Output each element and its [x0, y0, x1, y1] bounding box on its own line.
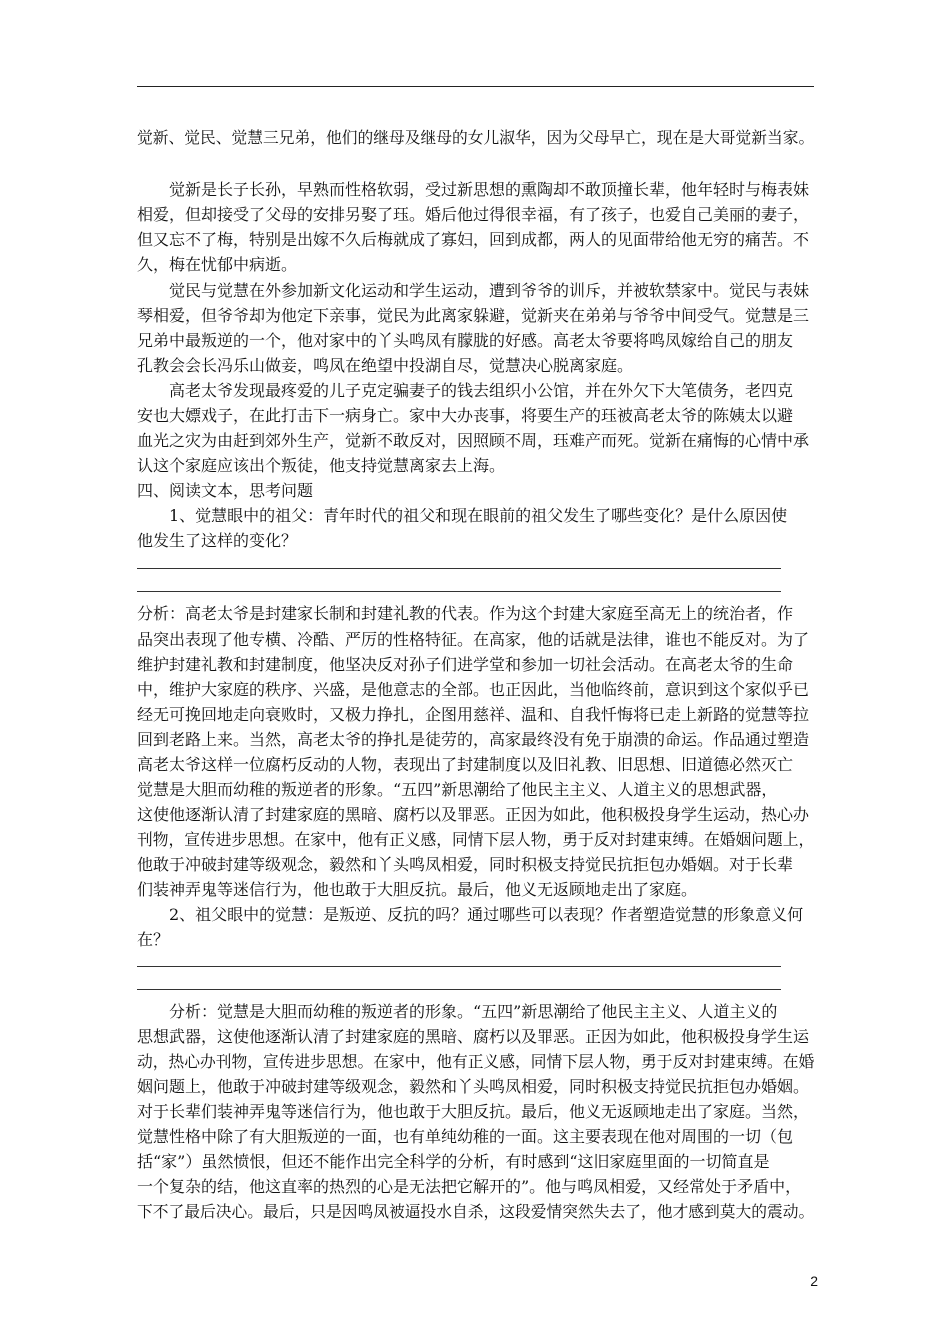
page-number: 2: [810, 1273, 818, 1289]
text-line: 认这个家庭应该出个叛徒，他支持觉慧离家去上海。: [137, 456, 506, 475]
text-line: 血光之灾为由赶到郊外生产，觉新不敢反对，因照顾不周，珏难产而死。觉新在痛悔的心情中承: [137, 431, 810, 450]
answer-line: [137, 568, 781, 569]
text-line: 这使他逐渐认清了封建家庭的黑暗、腐朽以及罪恶。正因为如此，他积极投身学生运动，热心办: [137, 805, 810, 824]
text-line: 觉新是长子长孙，早熟而性格软弱，受过新思想的熏陶却不敢顶撞长辈，他年轻时与梅表妹: [137, 180, 810, 199]
text-line: 们装神弄鬼等迷信行为，他也敢于大胆反抗。最后，他义无返顾地走出了家庭。: [137, 880, 698, 899]
text-line: 觉新、觉民、觉慧三兄弟，他们的继母及继母的女儿淑华，因为父母早亡，现在是大哥觉新当家。: [137, 128, 815, 147]
text-line: 一个复杂的结，他这直率的热烈的心是无法把它解开的”。他与鸣凤相爱，又经常处于矛盾中，: [137, 1177, 802, 1196]
text-line: 回到老路上来。当然，高老太爷的挣扎是徒劳的，高家最终没有免于崩溃的命运。作品通过塑造: [137, 730, 810, 749]
text-line: 中，维护大家庭的秩序、兴盛，是他意志的全部。也正因此，当他临终前，意识到这个家似乎已: [137, 680, 810, 699]
text-line: 高老太爷这样一位腐朽反动的人物，表现出了封建制度以及旧礼教、旧思想、旧道德必然灭亡: [137, 755, 794, 774]
question-line: 1、觉慧眼中的祖父：青年时代的祖父和现在眼前的祖父发生了哪些变化？是什么原因使: [137, 506, 788, 525]
header-rule: [137, 86, 814, 87]
text-line: 动，热心办刊物，宣传进步思想。在家中，他有正义感，同情下层人物，勇于反对封建束缚。在婚: [137, 1052, 815, 1071]
text-line: 括“家”）虽然愤恨，但还不能作出完全科学的分析，有时感到“这旧家庭里面的一切简直是: [137, 1152, 770, 1171]
text-line: 但又忘不了梅，特别是出嫁不久后梅就成了寡妇，回到成都，两人的见面带给他无穷的痛苦。不: [137, 230, 810, 249]
text-line: 他敢于冲破封建等级观念，毅然和丫头鸣凤相爱，同时积极支持觉民抗拒包办婚姻。对于长辈: [137, 855, 794, 874]
text-line: 姻问题上，他敢于冲破封建等级观念，毅然和丫头鸣凤相爱，同时积极支持觉民抗拒包办婚姻。: [137, 1077, 810, 1096]
text-line: 兄弟中最叛逆的一个，他对家中的丫头鸣凤有朦胧的好感。高老太爷要将鸣凤嫁给自己的朋友: [137, 331, 794, 350]
question-line: 在？: [137, 930, 170, 949]
text-line: 觉民与觉慧在外参加新文化运动和学生运动，遭到爷爷的训斥，并被软禁家中。觉民与表妹: [137, 281, 810, 300]
text-line: 对于长辈们装神弄鬼等迷信行为，他也敢于大胆反抗。最后，他义无返顾地走出了家庭。当然，: [137, 1102, 810, 1121]
answer-line: [137, 591, 781, 592]
text-line: 高老太爷发现最疼爱的儿子克定骗妻子的钱去组织小公馆，并在外欠下大笔债务，老四克: [137, 381, 794, 400]
text-line: 刊物，宣传进步思想。在家中，他有正义感，同情下层人物，勇于反对封建束缚。在婚姻问题上，: [137, 830, 815, 849]
text-line: 安也大嫖戏子，在此打击下一病身亡。家中大办丧事，将要生产的珏被高老太爷的陈姨太以避: [137, 406, 794, 425]
question-line: 他发生了这样的变化？: [137, 531, 298, 550]
text-line: 下不了最后决心。最后，只是因鸣凤被逼投水自杀，这段爱情突然失去了，他才感到莫大的震动。: [137, 1202, 815, 1221]
answer-line: [137, 989, 781, 990]
text-line: 思想武器，这使他逐渐认清了封建家庭的黑暗、腐朽以及罪恶。正因为如此，他积极投身学生运: [137, 1027, 810, 1046]
text-line: 孔教会会长冯乐山做妾，鸣凤在绝望中投湖自尽，觉慧决心脱离家庭。: [137, 356, 634, 375]
text-line: 分析：高老太爷是封建家长制和封建礼教的代表。作为这个封建大家庭至高无上的统治者，作: [137, 604, 794, 623]
answer-line: [137, 966, 781, 967]
text-line: 久，梅在忧郁中病逝。: [137, 255, 298, 274]
text-line: 分析：觉慧是大胆而幼稚的叛逆者的形象。“五四”新思潮给了他民主主义、人道主义的: [137, 1002, 778, 1021]
text-line: 琴相爱，但爷爷却为他定下亲事，觉民为此离家躲避，觉新夹在弟弟与爷爷中间受气。觉慧是三: [137, 306, 810, 325]
section-heading: 四、阅读文本，思考问题: [137, 481, 314, 500]
text-line: 经无可挽回地走向衰败时，又极力挣扎，企图用慈祥、温和、自我忏悔将已走上新路的觉慧等拉: [137, 705, 810, 724]
text-line: 觉慧性格中除了有大胆叛逆的一面，也有单纯幼稚的一面。这主要表现在他对周围的一切（包: [137, 1127, 794, 1146]
text-line: 维护封建礼教和封建制度，他坚决反对孙子们进学堂和参加一切社会活动。在高老太爷的生命: [137, 655, 794, 674]
text-line: 相爱，但却接受了父母的安排另娶了珏。婚后他过得很幸福，有了孩子，也爱自己美丽的妻子，: [137, 205, 810, 224]
question-line: 2、祖父眼中的觉慧：是叛逆、反抗的吗？通过哪些可以表现？作者塑造觉慧的形象意义何: [137, 905, 804, 924]
text-line: 觉慧是大胆而幼稚的叛逆者的形象。“五四”新思潮给了他民主主义、人道主义的思想武器，: [137, 780, 778, 799]
text-line: 品突出表现了他专横、冷酷、严厉的性格特征。在高家，他的话就是法律，谁也不能反对。为了: [137, 630, 810, 649]
